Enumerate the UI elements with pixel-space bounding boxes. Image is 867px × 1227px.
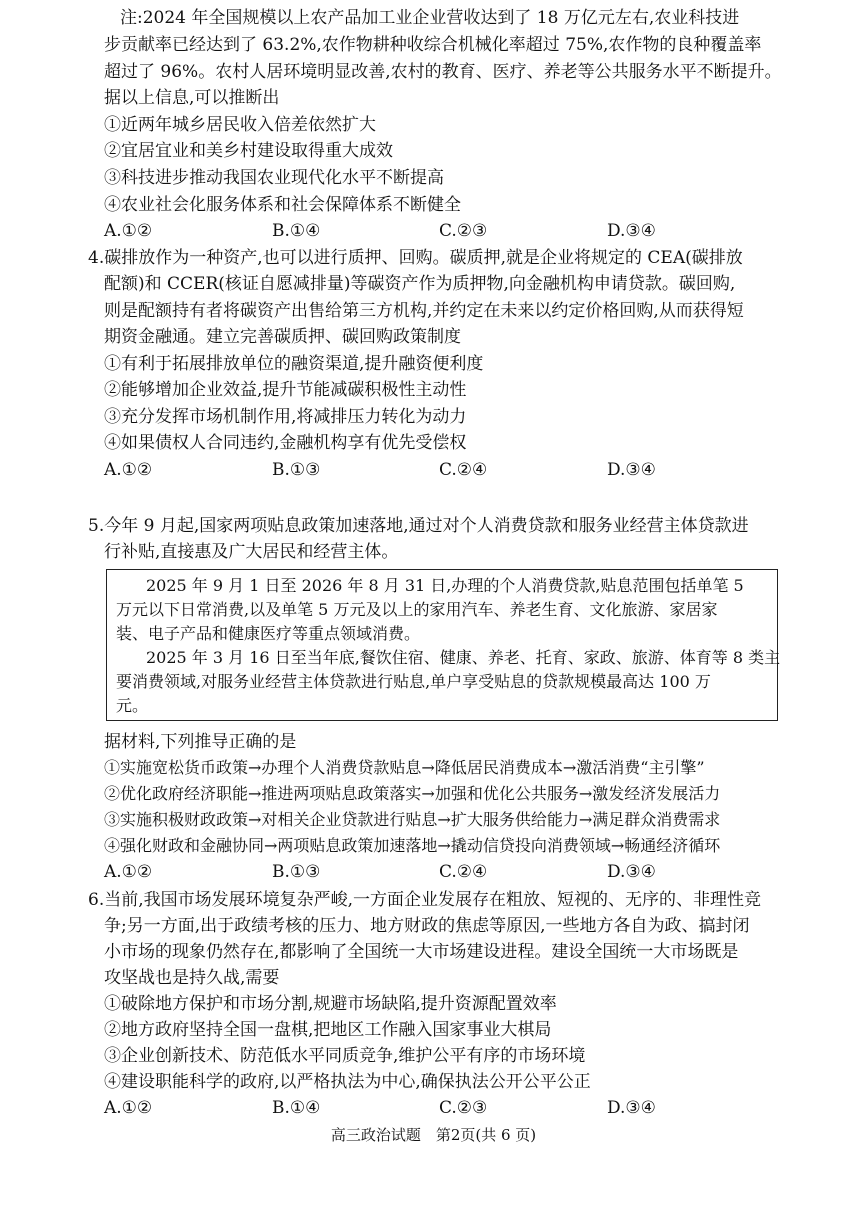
note-line-1: 注:2024 年全国规模以上农产品加工业企业营收达到了 18 万亿元左右,农业科技进 xyxy=(120,8,740,28)
q5-item-2: ②优化政府经济职能→推进两项贴息政策落实→加强和优化公共服务→激发经济发展活力 xyxy=(104,784,721,803)
q6-item-4: ④建设职能科学的政府,以严格执法为中心,确保执法公开公平公正 xyxy=(104,1072,591,1092)
note-line-2: 步贡献率已经达到了 63.2%,农作物耕种收综合机械化率超过 75%,农作物的良种覆盖率 xyxy=(104,35,762,55)
q5-box-line-4: 2025 年 3 月 16 日至当年底,餐饮住宿、健康、养老、托育、家政、旅游、体育等 8 类主 xyxy=(146,648,781,667)
option-b: B.①④ xyxy=(272,1098,321,1118)
q5-box-line-2: 万元以下日常消费,以及单笔 5 万元及以上的家用汽车、养老生育、文化旅游、家居家 xyxy=(116,600,718,619)
q5-item-4: ④强化财政和金融协同→两项贴息政策加速落地→撬动信贷投向消费领域→畅通经济循环 xyxy=(104,836,721,855)
q5-stem-line-2: 行补贴,直接惠及广大居民和经营主体。 xyxy=(104,542,399,562)
q4-item-4: ④如果债权人合同违约,金融机构享有优先受偿权 xyxy=(104,433,467,453)
note-options xyxy=(104,219,784,243)
option-c: C.②③ xyxy=(439,1098,488,1118)
q6-item-1: ①破除地方保护和市场分割,规避市场缺陷,提升资源配置效率 xyxy=(104,994,557,1014)
q5-box-line-1: 2025 年 9 月 1 日至 2026 年 8 月 31 日,办理的个人消费贷款,贴息范围包括单笔 5 xyxy=(146,576,744,595)
q6-stem-line-2: 争;另一方面,出于政绩考核的压力、地方财政的焦虑等原因,一些地方各自为政、搞封闭 xyxy=(104,916,750,936)
option-d: D.③④ xyxy=(607,460,656,480)
option-c: C.②④ xyxy=(439,862,488,882)
option-a: A.①② xyxy=(104,1098,153,1118)
option-a: A.①② xyxy=(104,862,153,882)
option-d: D.③④ xyxy=(607,862,656,882)
q6-stem-line-1: 6.当前,我国市场发展环境复杂严峻,一方面企业发展存在粗放、短视的、无序的、非理性竞 xyxy=(88,890,762,910)
note-item-2: ②宜居宜业和美乡村建设取得重大成效 xyxy=(104,141,393,161)
q5-box-line-3: 装、电子产品和健康医疗等重点领域消费。 xyxy=(116,624,421,643)
q4-options xyxy=(104,458,784,482)
q5-options xyxy=(104,860,784,884)
q4-item-1: ①有利于拓展排放单位的融资渠道,提升融资便利度 xyxy=(104,354,484,374)
note-item-1: ①近两年城乡居民收入倍差依然扩大 xyxy=(104,115,376,135)
q4-item-3: ③充分发挥市场机制作用,将减排压力转化为动力 xyxy=(104,407,467,427)
note-line-4: 据以上信息,可以推断出 xyxy=(104,88,280,108)
option-d: D.③④ xyxy=(607,221,656,241)
q5-stem-line-1: 5.今年 9 月起,国家两项贴息政策加速落地,通过对个人消费贷款和服务业经营主体贷款进 xyxy=(88,516,749,536)
q6-item-2: ②地方政府坚持全国一盘棋,把地区工作融入国家事业大棋局 xyxy=(104,1020,552,1040)
option-b: B.①③ xyxy=(272,460,321,480)
option-a: A.①② xyxy=(104,221,153,241)
q5-box-line-5: 要消费领域,对服务业经营主体贷款进行贴息,单户享受贴息的贷款规模最高达 100 万 xyxy=(116,672,711,691)
note-item-4: ④农业社会化服务体系和社会保障体系不断健全 xyxy=(104,195,461,215)
q4-item-2: ②能够增加企业效益,提升节能减碳积极性主动性 xyxy=(104,380,467,400)
q4-stem-line-4: 期资金融通。建立完善碳质押、碳回购政策制度 xyxy=(104,327,461,347)
option-d: D.③④ xyxy=(607,1098,656,1118)
q4-stem-line-1: 4.碳排放作为一种资产,也可以进行质押、回购。碳质押,就是企业将规定的 CEA(碳排放 xyxy=(88,248,743,268)
q6-stem-line-4: 攻坚战也是持久战,需要 xyxy=(104,968,280,988)
q6-stem-line-3: 小市场的现象仍然存在,都影响了全国统一大市场建设进程。建设全国统一大市场既是 xyxy=(104,942,739,962)
q5-item-1: ①实施宽松货币政策→办理个人消费贷款贴息→降低居民消费成本→激活消费“主引擎” xyxy=(104,758,705,777)
q4-stem-line-2: 配额)和 CCER(核证自愿减排量)等碳资产作为质押物,向金融机构申请贷款。碳回购, xyxy=(104,274,736,294)
q5-box-line-6: 元。 xyxy=(116,696,149,715)
option-a: A.①② xyxy=(104,460,153,480)
option-c: C.②④ xyxy=(439,460,488,480)
q5-item-3: ③实施积极财政政策→对相关企业贷款进行贴息→扩大服务供给能力→满足群众消费需求 xyxy=(104,810,721,829)
q6-options xyxy=(104,1096,784,1120)
q5-question: 据材料,下列推导正确的是 xyxy=(104,732,297,752)
note-item-3: ③科技进步推动我国农业现代化水平不断提高 xyxy=(104,168,444,188)
page-footer: 高三政治试题 第2页(共 6 页) xyxy=(330,1126,537,1144)
q6-item-3: ③企业创新技术、防范低水平同质竞争,维护公平有序的市场环境 xyxy=(104,1046,586,1066)
option-c: C.②③ xyxy=(439,221,488,241)
note-line-3: 超过了 96%。农村人居环境明显改善,农村的教育、医疗、养老等公共服务水平不断提升。 xyxy=(104,62,782,82)
option-b: B.①③ xyxy=(272,862,321,882)
q4-stem-line-3: 则是配额持有者将碳资产出售给第三方机构,并约定在未来以约定价格回购,从而获得短 xyxy=(104,301,744,321)
option-b: B.①④ xyxy=(272,221,321,241)
